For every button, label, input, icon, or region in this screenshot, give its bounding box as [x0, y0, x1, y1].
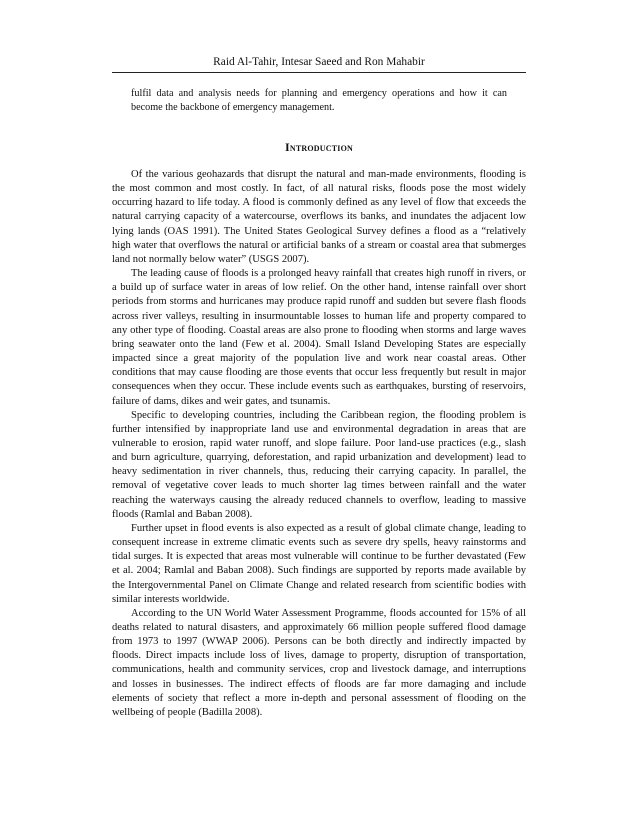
paragraph: The leading cause of floods is a prolonged heavy rainfall that creates high runoff in rivers, or a build up of surface water in areas of low relief. On the other hand, intense rainfall over short periods from storms and hurricanes may produce rapid runoff and sudden but severe flash floods across river valleys, resulting in insurmountable losses to human life and property compared to any other type of flooding. Coastal areas are also prone to flooding when storms and large waves bring seawater onto the land (Few et al. 2004). Small Island Developing States are especially impacted since a great majority of the population live and work near coastal areas. Other conditions that may cause flooding are those events that occur less frequently but result in major consequences when they occur. These include events such as earthquakes, bursting of reservoirs, failure of dams, dikes and weir gates, and tsunamis.: [112, 268, 526, 407]
introduction-body: [112, 168, 526, 720]
section-heading-introduction: Introduction: [285, 140, 353, 154]
header-rule: [112, 72, 526, 73]
paragraph: Specific to developing countries, including the Caribbean region, the flooding problem is further intensified by inappropriate land use and environmental degradation in areas that are vulnerable to erosion, rapid water runoff, and slope failure. Poor land-use practices (e.g., slash and burn agriculture, quarrying, deforestation, and rapid urbanization and development) lead to heavy sedimentation in river channels, thus, reducing their carrying capacity. In parallel, the removal of vegetative cover leads to much shorter lag times between rainfall and the water reaching the waterways causing the already reduced channels to overflow, leading to massive floods (Ramlal and Baban 2008).: [112, 409, 526, 520]
abstract-continuation: fulfil data and analysis needs for planning and emergency operations and how it can become the backbone of emergency management.: [131, 88, 507, 113]
running-head-authors: Raid Al-Tahir, Intesar Saeed and Ron Mahabir: [213, 56, 425, 68]
paragraph: Of the various geohazards that disrupt the natural and man-made environments, flooding is the most common and most costly. In fact, of all natural risks, floods pose the most widely occurring hazard to life today. A flood is commonly defined as any level of flow that exceeds the natural carrying capacity of a watercourse, overflows its banks, and inundates the adjacent low lying lands (OAS 1991). The United States Geological Survey defines a flood as a “relatively high water that overflows the natural or artificial banks of a stream or coastal area that submerges land not normally below water” (USGS 2007).: [112, 169, 526, 265]
paragraph: According to the UN World Water Assessment Programme, floods accounted for 15% of all deaths related to natural disasters, and approximately 66 million people suffered flood damage from 1973 to 1997 (WWAP 2006). Persons can be both directly and indirectly impacted by floods. Direct impacts include loss of lives, damage to property, disruption of transportation, communications, health and community services, crop and livestock damage, and interruptions and losses in businesses. The indirect effects of floods are far more damaging and include elements of society that reflect a more in-depth and personal assessment of flooding on the wellbeing of people (Badilla 2008).: [112, 607, 526, 718]
paragraph: Further upset in flood events is also expected as a result of global climate change, leading to consequent increase in extreme climatic events such as severe dry spells, heavy rainstorms and tidal surges. It is expected that areas most vulnerable will continue to be further devastated (Few et al. 2004; Ramlal and Baban 2008). Such findings are supported by reports made available by the Intergovernmental Panel on Climate Change and related research from scientific bodies with similar interests worldwide.: [112, 522, 526, 605]
